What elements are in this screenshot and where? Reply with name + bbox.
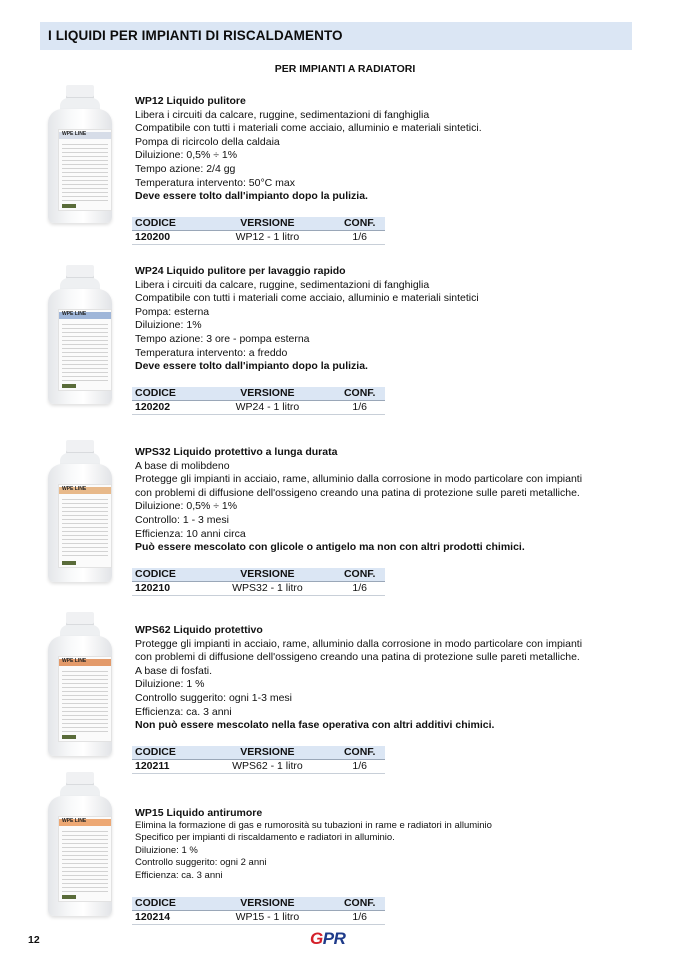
product-title: WP15 Liquido antirumore [135, 807, 263, 819]
brand-logo [310, 929, 345, 949]
product-line: Elimina la formazione di gas e rumorosità su tubazioni in rame e radiatori in alluminio [135, 819, 492, 831]
cell-code: 120202 [132, 401, 200, 415]
table-row [132, 582, 385, 596]
cell-code: 120200 [132, 231, 200, 245]
product-note: Può essere mescolato con glicole o antigelo ma non con altri prodotti chimici. [135, 541, 525, 554]
product-line: Pompa: esterna [135, 305, 210, 318]
header-conf: CONF. [334, 746, 385, 760]
product-line: Efficienza: ca. 3 anni [135, 869, 223, 881]
product-code-table [132, 387, 385, 415]
cell-conf: 1/6 [334, 582, 385, 596]
product-note: Non può essere mescolato nella fase operativa con altri additivi chimici. [135, 719, 495, 732]
cell-conf: 1/6 [334, 401, 385, 415]
product-code-table [132, 897, 385, 925]
header-code: CODICE [132, 897, 200, 911]
product-line: Pompa di ricircolo della caldaia [135, 135, 280, 148]
cell-conf: 1/6 [334, 231, 385, 245]
bottle-brand-text: WPE LINE [62, 131, 87, 137]
product-line: con problemi di diffusione dell'ossigeno creando una patina di protezione sulle pareti metalliche. [135, 651, 580, 664]
product-line: Controllo: 1 - 3 mesi [135, 513, 229, 526]
product-line: Diluizione: 0,5% ÷ 1% [135, 500, 238, 513]
header-conf: CONF. [334, 217, 385, 231]
product-title: WPS62 Liquido protettivo [135, 624, 263, 636]
product-line: Diluizione: 1 % [135, 844, 198, 856]
product-line: Controllo suggerito: ogni 1-3 mesi [135, 691, 292, 704]
product-line: Protegge gli impianti in acciaio, rame, alluminio dalla corrosione in modo particolare con impianti [135, 473, 583, 486]
product-line: Temperatura intervento: 50°C max [135, 176, 296, 189]
product-line: Compatibile con tutti i materiali come acciaio, alluminio e materiali sintetici [135, 292, 479, 305]
bottle-brand-text: WPE LINE [62, 818, 87, 824]
bottle-image [44, 85, 116, 225]
product-note: Deve essere tolto dall'impianto dopo la pulizia. [135, 360, 368, 373]
page-title: I LIQUIDI PER IMPIANTI DI RISCALDAMENTO [48, 28, 343, 43]
product-line: Diluizione: 1 % [135, 678, 205, 691]
product-line: Controllo suggerito: ogni 2 anni [135, 857, 267, 869]
brand-logo-text: PR [322, 929, 346, 948]
product-line: Libera i circuiti da calcare, ruggine, sedimentazioni di fanghiglia [135, 108, 430, 121]
table-row [132, 911, 385, 925]
cell-code: 120214 [132, 911, 200, 925]
product-line: Tempo azione: 3 ore - pompa esterna [135, 332, 310, 345]
product-line: Temperatura intervento: a freddo [135, 346, 288, 359]
bottle-brand-text: WPE LINE [62, 311, 87, 317]
header-code: CODICE [132, 746, 200, 760]
bottle-brand-text: WPE LINE [62, 658, 87, 664]
page-number: 12 [28, 934, 40, 946]
product-line: Tempo azione: 2/4 gg [135, 162, 236, 175]
header-conf: CONF. [334, 387, 385, 401]
product-title: WP12 Liquido pulitore [135, 95, 246, 107]
header-version: VERSIONE [200, 387, 334, 401]
product-title: WP24 Liquido pulitore per lavaggio rapido [135, 265, 346, 277]
product-line: Compatibile con tutti i materiali come acciaio, alluminio e materiali sintetici. [135, 122, 482, 135]
product-line: Libera i circuiti da calcare, ruggine, sedimentazioni di fanghiglia [135, 278, 430, 291]
product-title: WPS32 Liquido protettivo a lunga durata [135, 446, 338, 458]
product-description [135, 265, 479, 374]
table-row [132, 231, 385, 245]
header-code: CODICE [132, 387, 200, 401]
product-line: Efficienza: 10 anni circa [135, 527, 246, 540]
bottle-image [44, 440, 116, 585]
product-line: Specifico per impianti di riscaldamento e radiatori in alluminio. [135, 832, 395, 844]
header-version: VERSIONE [200, 217, 334, 231]
product-line: con problemi di diffusione dell'ossigeno creando una patina di protezione sulle pareti metalliche. [135, 486, 580, 499]
product-code-table [132, 746, 385, 774]
header-version: VERSIONE [200, 746, 334, 760]
cell-code: 120210 [132, 582, 200, 596]
brand-logo-mark: G [310, 929, 323, 948]
cell-conf: 1/6 [334, 760, 385, 774]
section-title [0, 63, 678, 75]
header-version: VERSIONE [200, 568, 334, 582]
product-description [135, 95, 482, 204]
product-line: A base di fosfati. [135, 664, 213, 677]
product-line: A base di molibdeno [135, 459, 230, 472]
header-version: VERSIONE [200, 897, 334, 911]
section-title-text: PER IMPIANTI A RADIATORI [274, 63, 416, 75]
cell-conf: 1/6 [334, 911, 385, 925]
cell-version: WP15 - 1 litro [200, 911, 334, 925]
product-description [135, 807, 492, 883]
cell-version: WP24 - 1 litro [200, 401, 334, 415]
header-code: CODICE [132, 568, 200, 582]
product-line: Diluizione: 0,5% ÷ 1% [135, 149, 238, 162]
product-description [135, 446, 582, 555]
cell-code: 120211 [132, 760, 200, 774]
bottle-image [44, 772, 116, 917]
bottle-brand-text: WPE LINE [62, 486, 87, 492]
table-row [132, 401, 385, 415]
bottle-image [44, 265, 116, 405]
product-line: Efficienza: ca. 3 anni [135, 705, 232, 718]
cell-version: WPS32 - 1 litro [200, 582, 334, 596]
bottle-image [44, 612, 116, 757]
product-line: Diluizione: 1% [135, 319, 202, 332]
product-line: Protegge gli impianti in acciaio, rame, alluminio dalla corrosione in modo particolare con impianti [135, 637, 583, 650]
product-description [135, 624, 582, 733]
header-conf: CONF. [334, 897, 385, 911]
cell-version: WPS62 - 1 litro [200, 760, 334, 774]
product-code-table [132, 568, 385, 596]
header-code: CODICE [132, 217, 200, 231]
page-header-bar [40, 22, 632, 50]
product-note: Deve essere tolto dall'impianto dopo la pulizia. [135, 190, 368, 203]
cell-version: WP12 - 1 litro [200, 231, 334, 245]
product-code-table [132, 217, 385, 245]
header-conf: CONF. [334, 568, 385, 582]
